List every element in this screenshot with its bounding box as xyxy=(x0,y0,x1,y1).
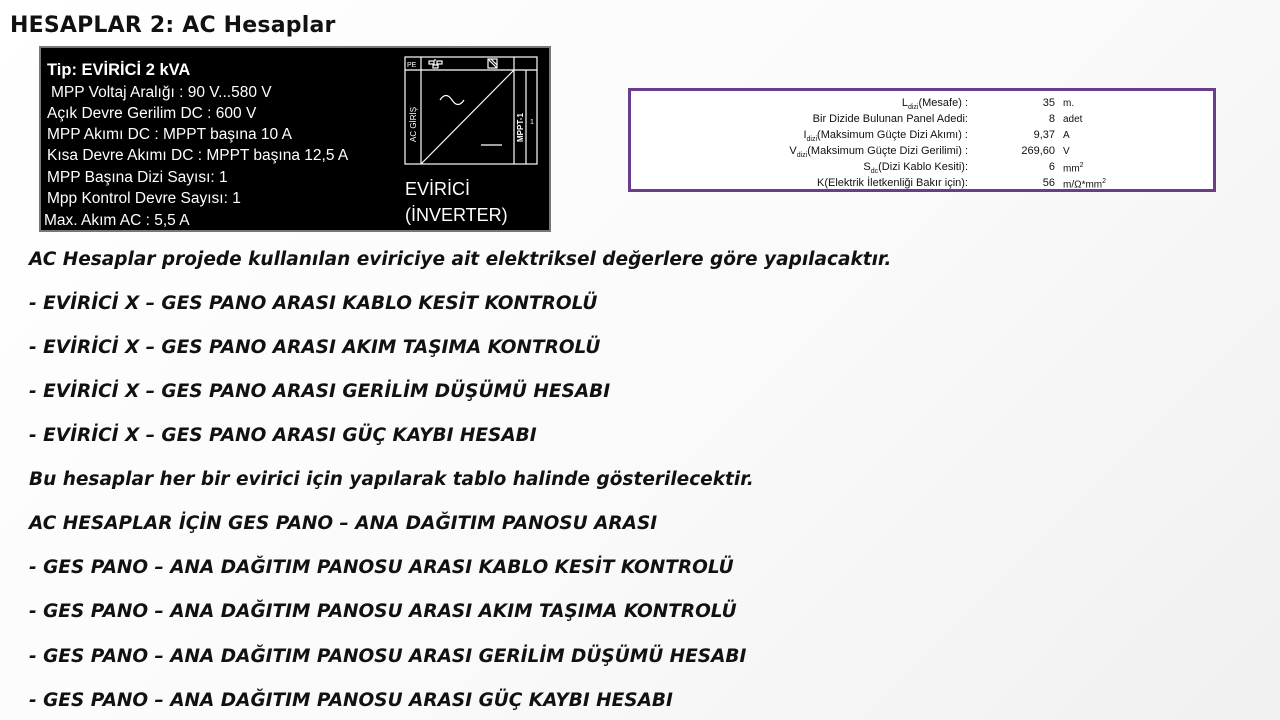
row-label: Bir Dizide Bulunan Panel Adedi: xyxy=(812,113,968,125)
list-item: - EVİRİCİ X – GES PANO ARASI AKIM TAŞIMA KONTROLÜ xyxy=(29,337,601,358)
inverter-spec-mpp-circuits: Mpp Kontrol Devre Sayısı: 1 xyxy=(47,190,241,207)
inverter-spec-mpp-current: MPP Akımı DC : MPPT başına 10 A xyxy=(47,126,292,143)
list-item: - GES PANO – ANA DAĞITIM PANOSU ARASI GERİLİM DÜŞÜMÜ HESABI xyxy=(29,646,747,667)
row-unit: V xyxy=(1063,146,1070,157)
row-value: 35 xyxy=(1042,97,1055,109)
row-value: 6 xyxy=(1048,161,1055,173)
inverter-label-en: (İNVERTER) xyxy=(405,205,508,225)
list-item: - EVİRİCİ X – GES PANO ARASI GERİLİM DÜŞÜMÜ HESABI xyxy=(29,381,611,402)
inverter-spec-mpp-voltage: MPP Voltaj Aralığı : 90 V...580 V xyxy=(51,84,272,101)
row-label: $I_{dizi}(Maksimum$ Güçte Dizi Akımı) : xyxy=(803,129,968,144)
row-value: 269,60 xyxy=(1021,145,1055,157)
row-label: $L_{dizi}(Mesafe)$ : xyxy=(901,97,968,112)
row-unit: $mm^2$ xyxy=(1063,162,1084,175)
list-item: - GES PANO – ANA DAĞITIM PANOSU ARASI AKIM TAŞIMA KONTROLÜ xyxy=(29,601,737,622)
section-heading: AC HESAPLAR İÇİN GES PANO – ANA DAĞITIM PANOSU ARASI xyxy=(29,513,658,534)
row-value: 56 xyxy=(1042,177,1055,189)
table-row xyxy=(631,129,1213,145)
table-row xyxy=(631,97,1213,113)
inverter-spec-panel xyxy=(39,46,551,232)
row-label: $S_{dc}(Dizi$ Kablo Kesiti): xyxy=(863,161,968,176)
intro-text: AC Hesaplar projede kullanılan eviriciye ait elektriksel değerlere göre yapılacaktır. xyxy=(29,249,892,270)
row-unit: A xyxy=(1063,130,1070,141)
inverter-spec-open-circuit: Açık Devre Gerilim DC : 600 V xyxy=(47,105,257,122)
inverter-spec-ac-current: Max. Akım AC : 5,5 A xyxy=(44,212,190,229)
row-value: 8 xyxy=(1048,113,1055,125)
page-title: HESAPLAR 2: AC Hesaplar xyxy=(10,13,336,38)
list-item: - EVİRİCİ X – GES PANO ARASI KABLO KESİT KONTROLÜ xyxy=(29,293,598,314)
inverter-symbol-pe: PE xyxy=(407,62,417,69)
row-value: 9,37 xyxy=(1033,129,1055,141)
inverter-symbol-icon xyxy=(404,56,540,168)
list-item: - GES PANO – ANA DAĞITIM PANOSU ARASI KABLO KESİT KONTROLÜ xyxy=(29,557,734,578)
table-row xyxy=(631,177,1213,193)
summary-text: Bu hesaplar her bir evirici için yapılarak tablo halinde gösterilecektir. xyxy=(29,469,754,490)
string-calculation-table xyxy=(628,88,1216,192)
row-label: K(Elektrik İletkenliği Bakır için): xyxy=(817,177,968,189)
inverter-symbol-mppt: MPPT-1 xyxy=(516,113,525,142)
row-unit: $m/\Omega*mm^2$ xyxy=(1063,178,1107,191)
inverter-spec-short-circuit: Kısa Devre Akımı DC : MPPT başına 12,5 A xyxy=(47,147,349,164)
inverter-symbol-mppt-index: 1 xyxy=(530,119,534,126)
inverter-type: Tip: EVİRİCİ 2 kVA xyxy=(47,61,191,79)
inverter-symbol-ac-input: AC GİRİŞ xyxy=(409,106,418,142)
list-item: - EVİRİCİ X – GES PANO ARASI GÜÇ KAYBI HESABI xyxy=(29,425,537,446)
row-unit: adet xyxy=(1063,114,1083,125)
table-row xyxy=(631,161,1213,177)
row-unit: m. xyxy=(1063,98,1075,109)
list-item: - GES PANO – ANA DAĞITIM PANOSU ARASI GÜÇ KAYBI HESABI xyxy=(29,690,673,711)
table-row xyxy=(631,113,1213,129)
row-label: $V_{dizi}(Maksimum$ Güçte Dizi Gerilimi) : xyxy=(789,145,968,160)
table-row xyxy=(631,145,1213,161)
inverter-label: EVİRİCİ xyxy=(405,179,471,199)
inverter-spec-strings: MPP Başına Dizi Sayısı: 1 xyxy=(47,169,228,186)
